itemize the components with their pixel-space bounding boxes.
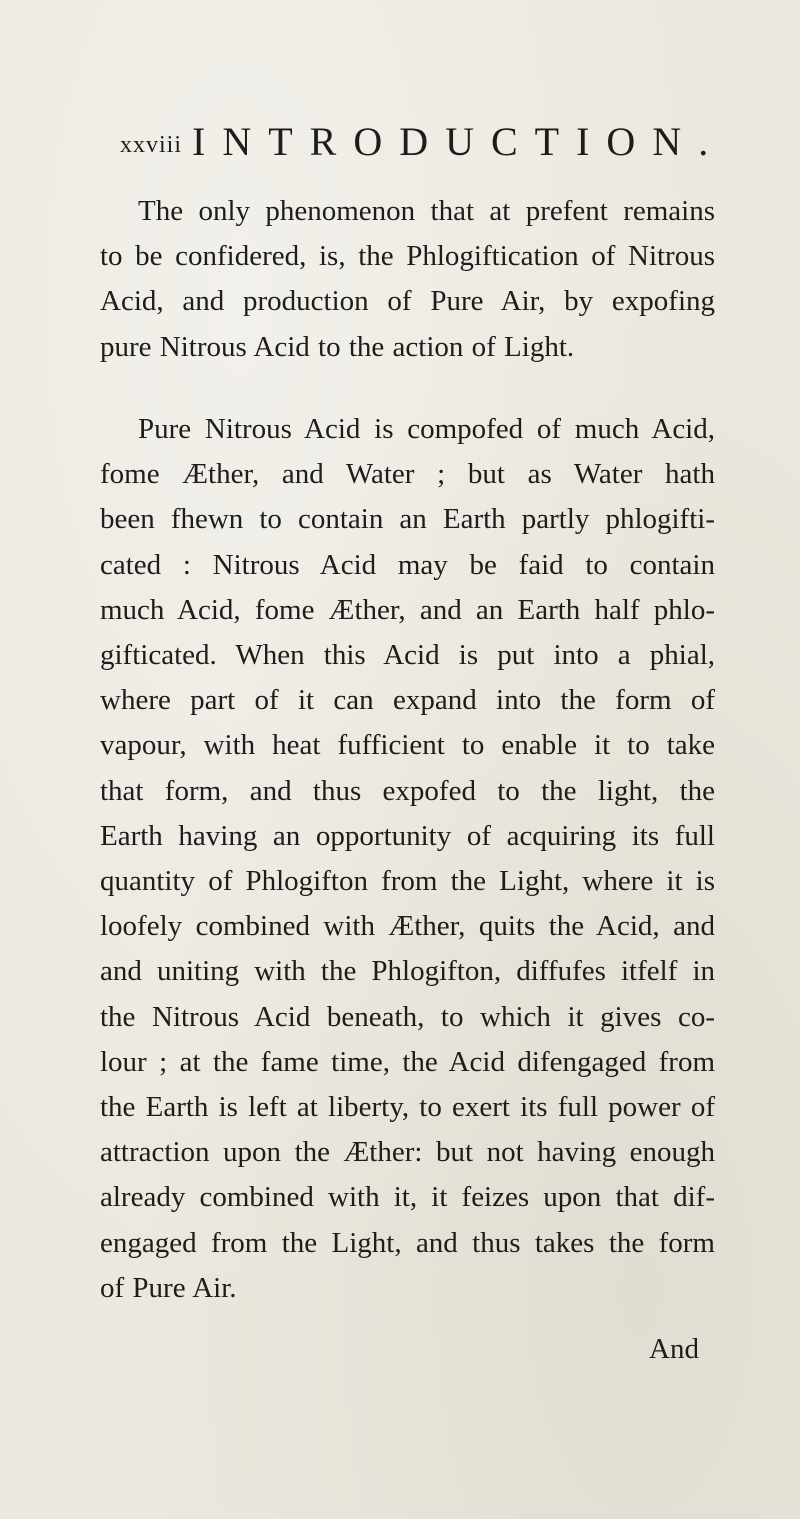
text-line: engaged from the Light, and thus takes the form (100, 1226, 715, 1259)
text-line: of Pure Air. (100, 1271, 237, 1304)
text-line: much Acid, fome Æther, and an Earth half phlo- (100, 593, 715, 626)
text-line: lour ; at the fame time, the Acid difengaged from (100, 1045, 715, 1078)
text-line: to be confidered, is, the Phlogiftication of Nitrous (100, 240, 715, 273)
text-line: Pure Nitrous Acid is compofed of much Acid, (138, 413, 715, 445)
text-line: and uniting with the Phlogifton, diffufes itfelf in (100, 955, 715, 988)
text-line: pure Nitrous Acid to the action of Light. (100, 330, 575, 363)
paragraph-phlogistication (100, 189, 715, 370)
page-number: xxviii (120, 132, 183, 158)
text-line: already combined with it, it feizes upon that dif- (100, 1181, 715, 1214)
text-line: The only phenomenon that at prefent remains (138, 195, 715, 227)
text-line: Acid, and production of Pure Air, by expofing (100, 285, 715, 318)
text-line: cated : Nitrous Acid may be faid to contain (100, 548, 715, 581)
text-line: been fhewn to contain an Earth partly phlogifti- (100, 503, 715, 536)
catchword: And (649, 1333, 699, 1365)
text-line: the Earth is left at liberty, to exert its full power of (100, 1091, 715, 1124)
text-line: vapour, with heat fufficient to enable it to take (100, 729, 715, 762)
text-line: the Nitrous Acid beneath, to which it gives co- (100, 1000, 715, 1033)
text-line: gifticated. When this Acid is put into a phial, (100, 639, 715, 672)
text-line: where part of it can expand into the form of (100, 684, 715, 717)
text-line: quantity of Phlogifton from the Light, where it is (100, 865, 715, 898)
text-line: Earth having an opportunity of acquiring its full (100, 819, 715, 852)
text-line: loofely combined with Æther, quits the Acid, and (100, 910, 715, 943)
text-line: that form, and thus expofed to the light, the (100, 774, 715, 807)
paragraph-nitrous-acid (100, 407, 715, 1311)
text-line: fome Æther, and Water ; but as Water hath (100, 458, 715, 491)
running-title: INTRODUCTION. (192, 119, 726, 164)
text-line: attraction upon the Æther: but not having enough (100, 1136, 715, 1169)
running-head (120, 118, 726, 168)
